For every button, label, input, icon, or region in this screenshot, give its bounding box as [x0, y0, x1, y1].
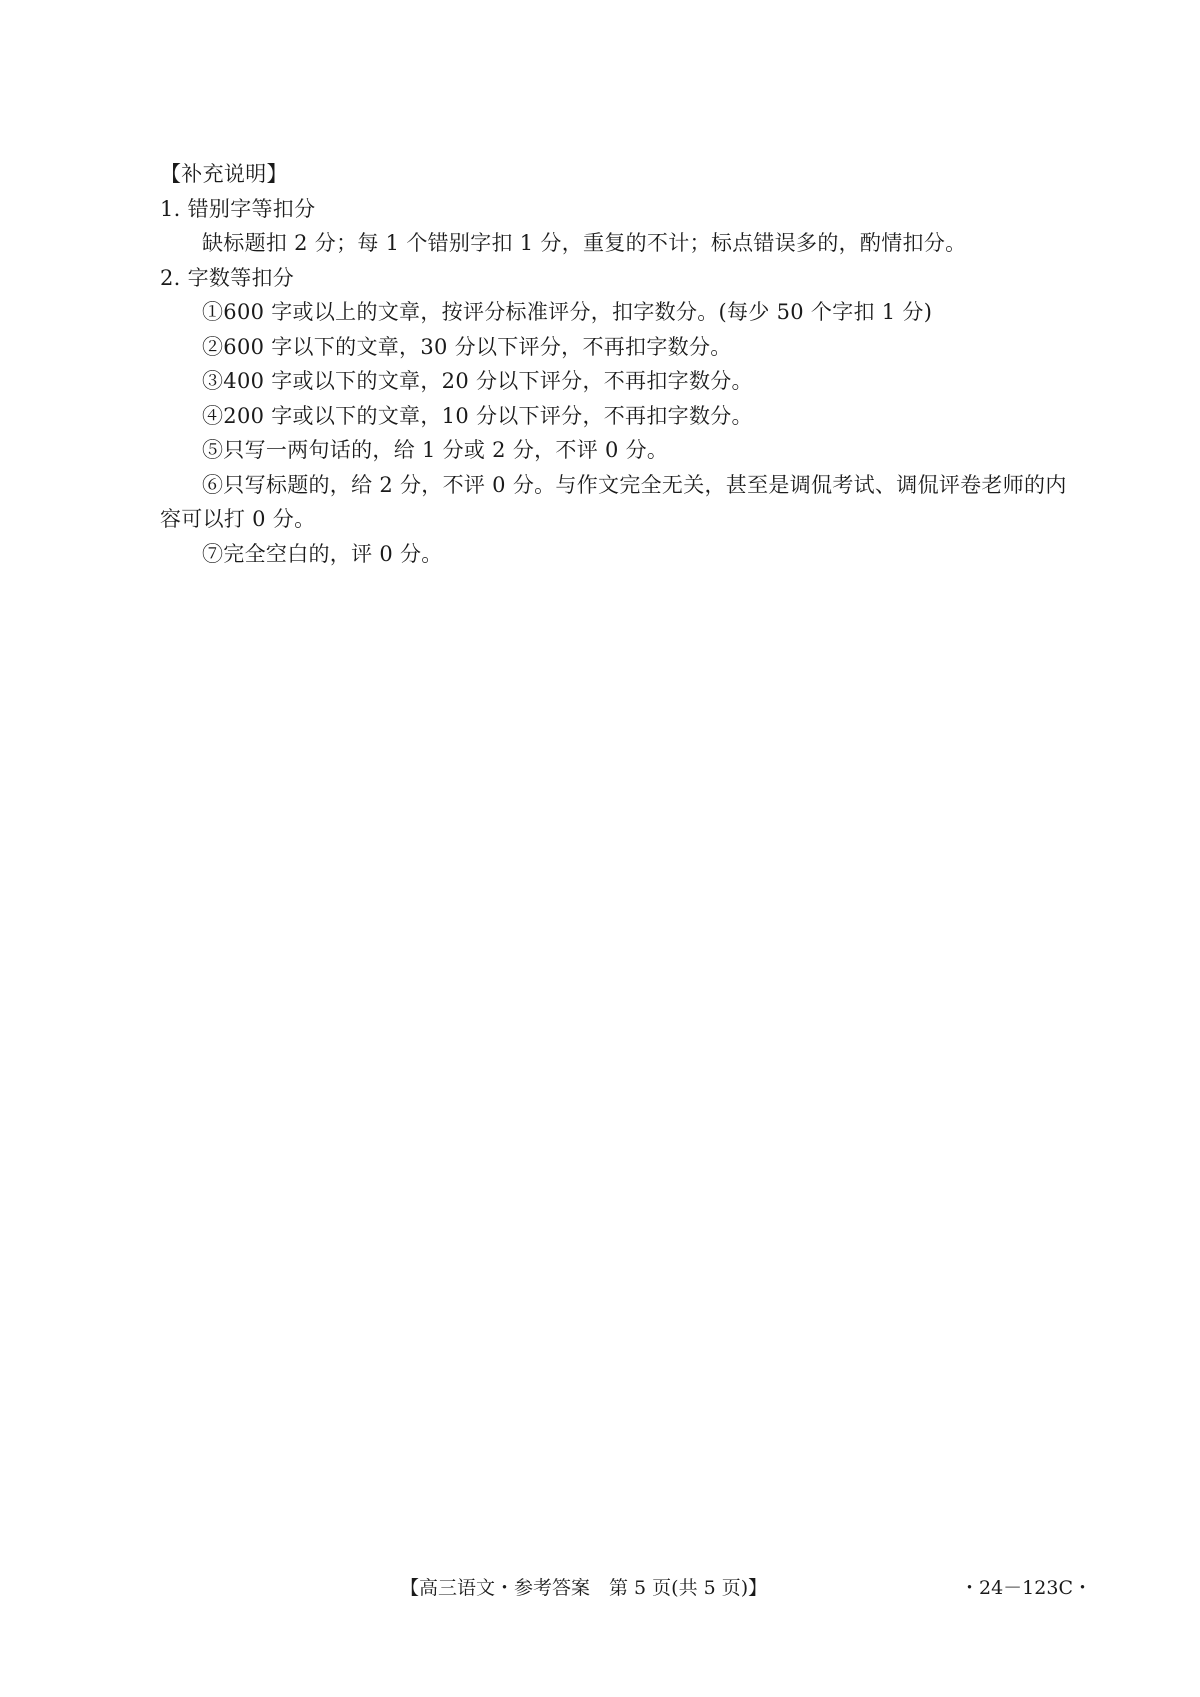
- item-title-word-count: 2. 字数等扣分: [160, 265, 295, 290]
- word-count-rule-7: ⑦完全空白的，评 0 分。: [202, 541, 443, 566]
- footer-page-info: 【高三语文・参考答案 第 5 页(共 5 页)】: [400, 1577, 768, 1599]
- word-count-rule-2: ②600 字以下的文章，30 分以下评分，不再扣字数分。: [202, 334, 732, 359]
- word-count-rule-6: ⑥只写标题的，给 2 分，不评 0 分。与作文完全无关，甚至是调侃考试、调侃评卷老师的内容可以打 0 分。: [160, 472, 1067, 531]
- word-count-rule-5: ⑤只写一两句话的，给 1 分或 2 分，不评 0 分。: [202, 438, 669, 462]
- section-heading: 【补充说明】: [160, 162, 288, 186]
- word-count-rule-1: ①600 字或以上的文章，按评分标准评分，扣字数分。(每少 50 个字扣 1 分): [202, 300, 933, 324]
- item-title-typos: 1. 错别字等扣分: [160, 196, 316, 221]
- supplementary-notes: [160, 157, 1090, 571]
- word-count-rule-3: ③400 字或以下的文章，20 分以下评分，不再扣字数分。: [202, 369, 753, 393]
- footer-code: ・24－123C・: [960, 1577, 1092, 1599]
- typo-deduction-rule: 缺标题扣 2 分；每 1 个错别字扣 1 分，重复的不计；标点错误多的，酌情扣分。: [202, 231, 967, 255]
- word-count-rule-4: ④200 字或以下的文章，10 分以下评分，不再扣字数分。: [202, 403, 753, 428]
- page-footer: [0, 1573, 1200, 1603]
